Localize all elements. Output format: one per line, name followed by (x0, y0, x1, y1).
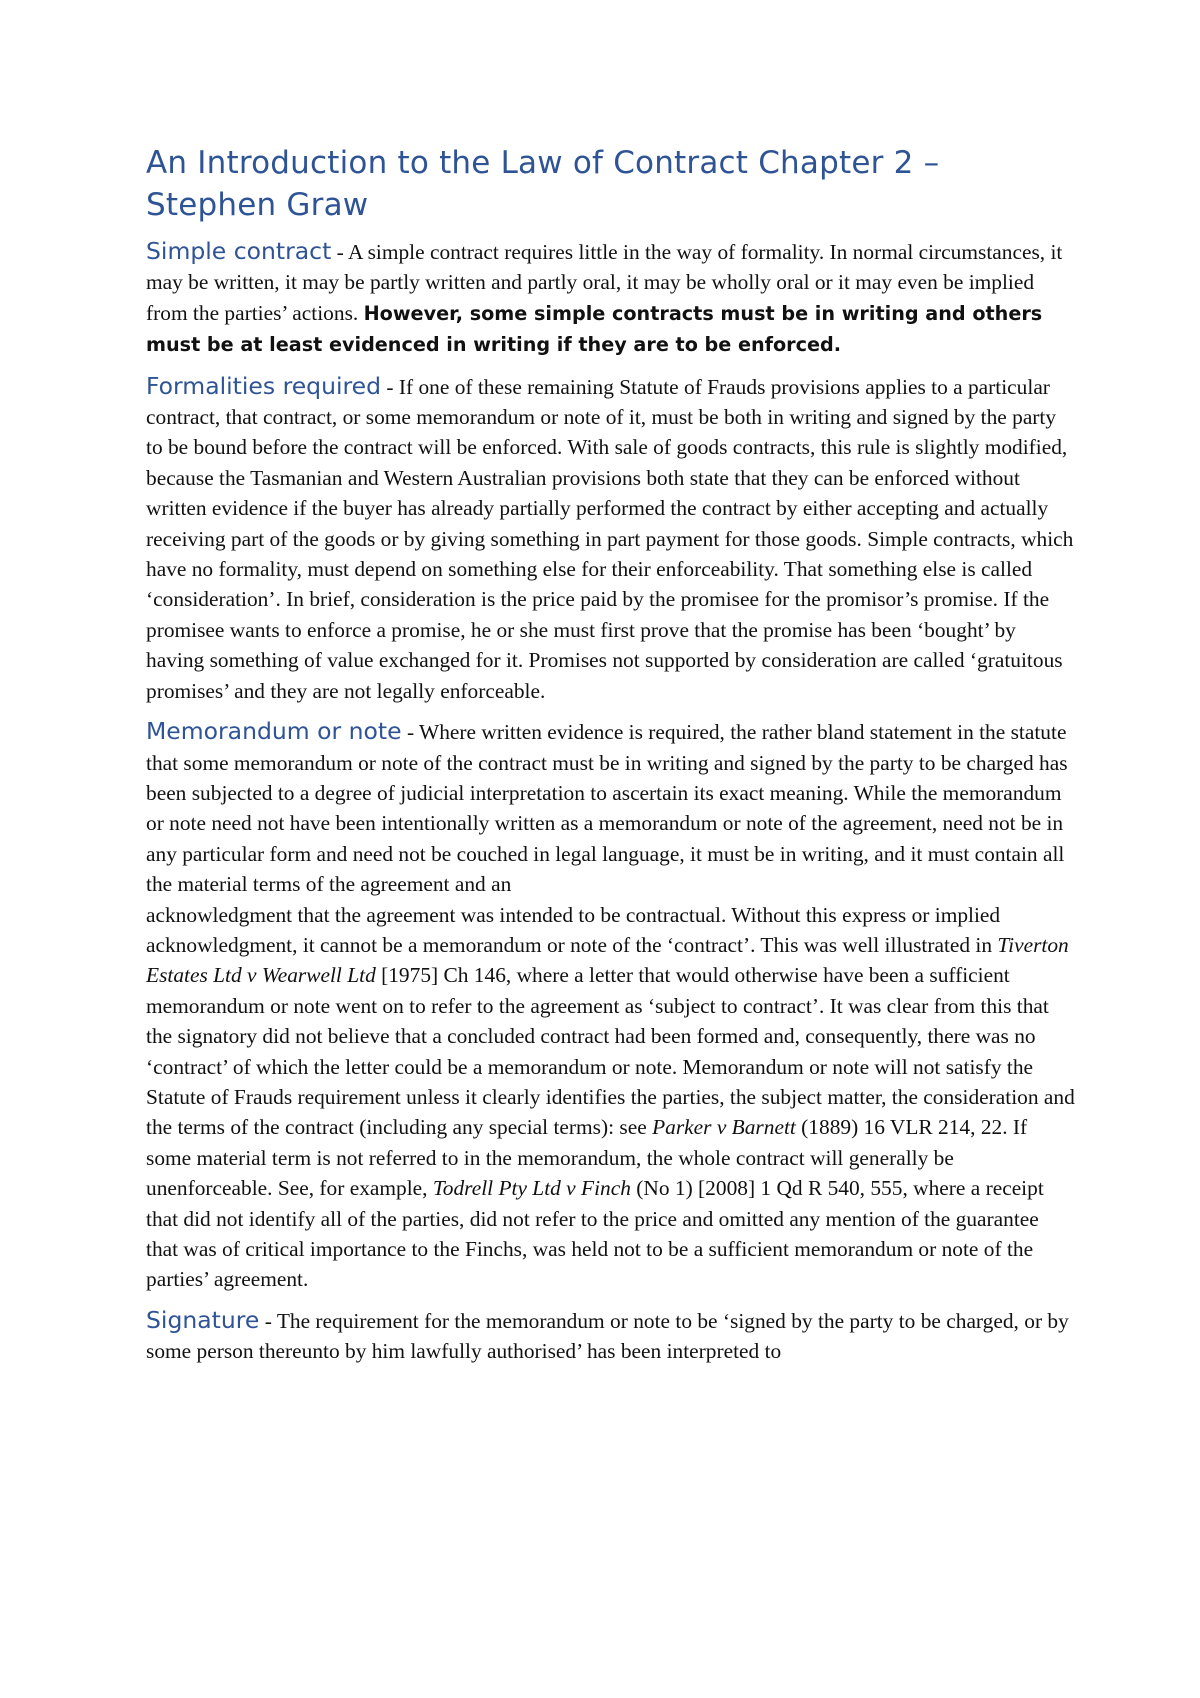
section-signature (146, 1305, 1076, 1367)
simple-contract-bold-text: However, some simple contracts must be in writing and others must be at least evidenced in writing if they are to be enforced. (146, 301, 1043, 357)
signature-heading: Signature (146, 1305, 260, 1334)
simple-contract-heading: Simple contract (146, 237, 332, 265)
section-memorandum-or-note (146, 716, 1076, 1295)
simple-contract-text: A simple contract requires little in the way of formality. In normal circumstances, it may be written, it may be partly written and partly oral, it may be wholly oral or it may even be implied from the parties’ actions. (146, 240, 1063, 325)
memorandum-text-2a: acknowledgment that the agreement was intended to be contractual. Without this express or implied acknowledgment, it cannot be a memorandum or note of the ‘contract’. This was well illustrated in (146, 902, 1001, 957)
signature-paragraph (146, 1305, 1076, 1367)
memorandum-text-1: Where written evidence is required, the rather bland statement in the statute that some memorandum or note of the contract must be in writing and signed by the party to be charged has been subjected to a degree of judicial interpretation to ascertain its exact meaning. While the memorandum or note need not have been intentionally written as a memorandum or note of the agreement, need not be in any particular form and need not be couched in legal language, it must be in writing, and it must contain all the material terms of the agreement and an (146, 720, 1068, 897)
formalities-heading: Formalities required (146, 371, 382, 400)
memorandum-paragraph-2 (146, 900, 1076, 1295)
heading-separator: - (259, 1308, 277, 1333)
formalities-paragraph (146, 371, 1076, 706)
memorandum-text-2d: (No 1) [2008] 1 Qd R 540, 555, where a receipt that did not identify all of the parties, did not refer to the price and omitted any mention of the guarantee that was of critical importance to the Finchs, was held not to be a sufficient memorandum or note of the parties’ agreement. (146, 1176, 1044, 1292)
signature-text: The requirement for the memorandum or note to be ‘signed by the party to be charged, or by some person thereunto by him lawfully authorised’ has been interpreted to (146, 1308, 1069, 1364)
case-citation-todrell: Todrell Pty Ltd v Finch (432, 1176, 631, 1201)
case-citation-parker: Parker v Barnett (652, 1115, 796, 1140)
heading-separator: - (381, 374, 399, 399)
heading-separator: - (331, 240, 348, 264)
formalities-text: If one of these remaining Statute of Frauds provisions applies to a particular contract, that contract, or some memorandum or note of it, must be both in writing and signed by the party to be bound before the contract will be enforced. With sale of goods contracts, this rule is slightly modified, because the Tasmanian and Western Australian provisions both state that they can be enforced without written evidence if the buyer has already partially performed the contract by either accepting and actually receiving part of the goods or by giving something in part payment for those goods. Simple contracts, which have no formality, must depend on something else for their enforceability. That something else is called ‘consideration’. In brief, consideration is the price paid by the promisee for the promisor’s promise. If the promisee wants to enforce a promise, he or she must first prove that the promise has been ‘bought’ by having something of value exchanged for it. Promises not supported by consideration are called ‘gratuitous promises’ and they are not legally enforceable. (146, 374, 1074, 703)
document-body (146, 142, 1076, 1377)
section-simple-contract (146, 236, 1076, 361)
memorandum-heading: Memorandum or note (146, 717, 402, 746)
memorandum-paragraph-1 (146, 716, 1076, 899)
document-title: An Introduction to the Law of Contract Chapter 2 – Stephen Graw (146, 145, 940, 223)
section-formalities-required (146, 371, 1076, 706)
memorandum-text-2c: (1889) 16 VLR 214, 22. If some material term is not referred to in the memorandum, the whole contract will generally be unenforceable. See, for example, (146, 1115, 1028, 1201)
heading-separator: - (401, 720, 420, 745)
simple-contract-paragraph (146, 236, 1076, 361)
memorandum-text-2b: [1975] Ch 146, where a letter that would otherwise have been a sufficient memorandum or note went on to refer to the agreement as ‘subject to contract’. It was clear from this that the signatory did not believe that a concluded contract had been formed and, consequently, there was no ‘contract’ of which the letter could be a memorandum or note. Memorandum or note will not satisfy the Statute of Frauds requirement unless it clearly identifies the parties, the subject matter, the consideration and the terms of the contract (including any special terms): see (146, 963, 1075, 1140)
case-citation-tiverton: Tiverton Estates Ltd v Wearwell Ltd (146, 932, 1069, 988)
